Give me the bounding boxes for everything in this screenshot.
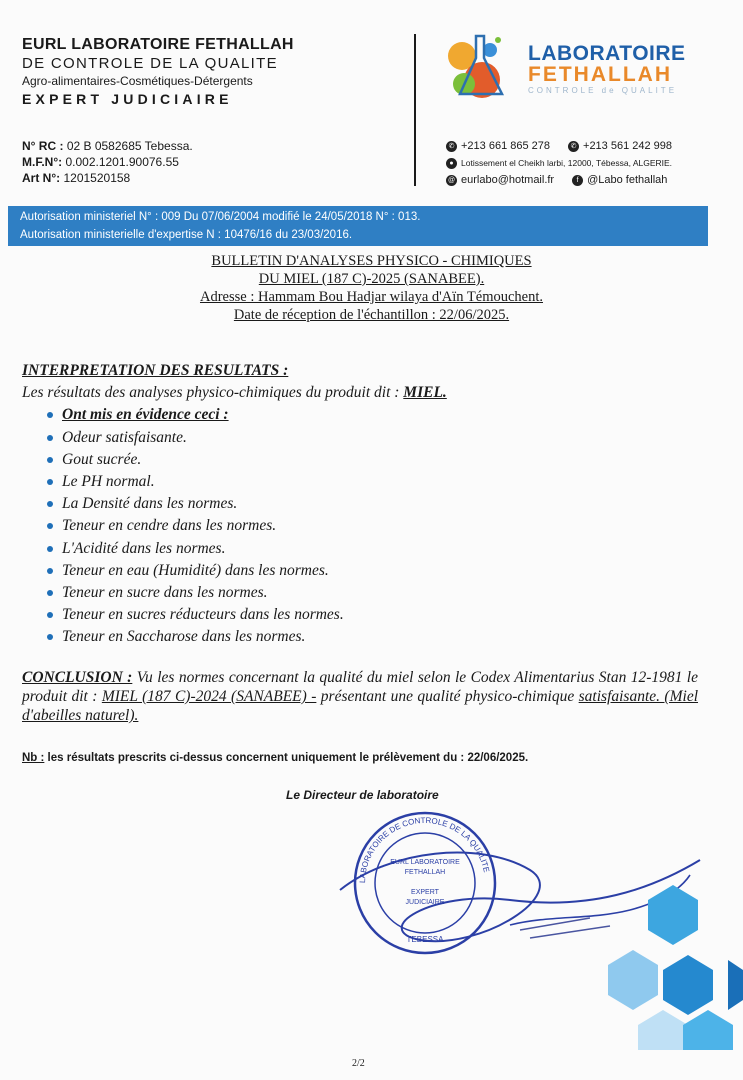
registration-ids bbox=[22, 138, 193, 186]
lab-brand bbox=[528, 42, 686, 95]
art-label: Art N°: bbox=[22, 171, 61, 185]
list-item: Le PH normal. bbox=[62, 471, 702, 493]
art-value: 1201520158 bbox=[63, 171, 131, 185]
interpretation-section bbox=[22, 360, 702, 649]
company-subtitle: DE CONTROLE DE LA QUALITE bbox=[22, 55, 278, 72]
note-label: Nb : bbox=[22, 752, 45, 764]
conclusion-verdict: satisfaisante. (Miel d'abeilles naturel). bbox=[22, 688, 699, 724]
conclusion-text1: Vu les normes concernant la qualité du miel selon le Codex Alimentarius Stan 12-1981 le produit dit : bbox=[22, 669, 698, 705]
note-text: les résultats prescrits ci-dessus concernent uniquement le prélèvement du : 22/06/2025. bbox=[44, 752, 529, 764]
list-item: L'Acidité dans les normes. bbox=[62, 538, 702, 560]
director-title: Le Directeur de laboratoire bbox=[286, 788, 439, 802]
intro-product: MIEL. bbox=[403, 384, 447, 402]
address: Lotissement el Cheikh larbi, 12000, Tébessa, ALGERIE. bbox=[461, 158, 673, 168]
bulletin-product: DU MIEL (187 C)-2025 (SANABEE). bbox=[258, 271, 485, 287]
list-item: Teneur en Saccharose dans les normes. bbox=[62, 626, 702, 648]
mf-value: 0.002.1201.90076.55 bbox=[65, 155, 179, 169]
conclusion-product: MIEL (187 C)-2024 (SANABEE) - bbox=[101, 688, 317, 705]
rc-value: 02 B 0582685 Tebessa. bbox=[66, 139, 193, 153]
contact-block bbox=[446, 138, 672, 189]
list-item: Teneur en cendre dans les normes. bbox=[62, 515, 702, 537]
rc-label: N° RC : bbox=[22, 139, 64, 153]
phone-icon: ✆ bbox=[446, 141, 457, 152]
interpretation-intro bbox=[22, 382, 702, 404]
phone-1: +213 661 865 278 bbox=[461, 140, 551, 152]
list-item: La Densité dans les normes. bbox=[62, 493, 702, 515]
stamp-line3: EXPERT bbox=[411, 889, 439, 896]
bulletin-title-block bbox=[0, 252, 743, 324]
company-activities: Agro-alimentaires-Cosmétiques-Détergents bbox=[22, 74, 253, 88]
email-icon: @ bbox=[447, 177, 456, 184]
stamp-line2: FETHALLAH bbox=[404, 869, 446, 876]
bulletin-address: Adresse : Hammam Bou Hadjar wilaya d'Aïn Témouchent. bbox=[199, 289, 543, 305]
hexagon-decoration-icon bbox=[603, 880, 743, 1050]
facebook: @Labo fethallah bbox=[587, 174, 668, 186]
header-divider bbox=[414, 34, 416, 186]
list-item: Teneur en sucre dans les normes. bbox=[62, 582, 702, 604]
stamp-ring-path: LABORATOIRE DE CONTROLE DE LA QUALITE bbox=[357, 815, 492, 884]
list-item: Teneur en eau (Humidité) dans les normes. bbox=[62, 560, 702, 582]
intro-text: Les résultats des analyses physico-chimiques du produit dit : bbox=[22, 384, 404, 402]
authorization-banner bbox=[8, 206, 708, 246]
conclusion-text2: présentant une qualité physico-chimique bbox=[316, 688, 579, 705]
list-item: Ont mis en évidence ceci : bbox=[62, 404, 702, 426]
note-line bbox=[22, 752, 528, 764]
authorization-line1: Autorisation ministeriel N° : 009 Du 07/06/2004 modifié le 24/05/2018 N° : 013. bbox=[20, 211, 421, 223]
authorization-line2: Autorisation ministerielle d'expertise N : 10476/16 du 23/03/2016. bbox=[20, 229, 353, 241]
conclusion-label: CONCLUSION : bbox=[22, 669, 133, 686]
company-name: EURL LABORATOIRE FETHALLAH bbox=[22, 36, 294, 53]
list-item: Teneur en sucres réducteurs dans les normes. bbox=[62, 604, 702, 626]
whatsapp-icon: ✆ bbox=[568, 141, 579, 152]
bulletin-title: BULLETIN D'ANALYSES PHYSICO - CHIMIQUES bbox=[211, 253, 532, 269]
results-list bbox=[22, 404, 702, 648]
list-item: Odeur satisfaisante. bbox=[62, 427, 702, 449]
lab-flask-logo-icon bbox=[440, 28, 510, 104]
interpretation-heading: INTERPRETATION DES RESULTATS : bbox=[22, 362, 289, 379]
stamp-bottom: TEBESSA bbox=[406, 935, 444, 944]
bulletin-date: Date de réception de l'échantillon : 22/06/2025. bbox=[233, 307, 510, 323]
brand-line3: CONTROLE de QUALITE bbox=[528, 86, 678, 95]
company-header bbox=[22, 36, 402, 107]
stamp-line1: EURL LABORATOIRE bbox=[390, 859, 460, 866]
page-number: 2/2 bbox=[352, 1058, 365, 1069]
brand-line1: LABORATOIRE bbox=[528, 42, 686, 65]
location-icon: ● bbox=[446, 158, 457, 169]
company-expert: EXPERT JUDICIAIRE bbox=[22, 91, 233, 107]
conclusion-paragraph bbox=[22, 668, 698, 725]
phone-2: +213 561 242 998 bbox=[583, 140, 673, 152]
list-item: Gout sucrée. bbox=[62, 449, 702, 471]
facebook-icon: f bbox=[572, 175, 583, 186]
stamp-line4: JUDICIAIRE bbox=[405, 899, 445, 906]
brand-line2: FETHALLAH bbox=[528, 63, 672, 86]
mf-label: M.F.N°: bbox=[22, 155, 63, 169]
email: eurlabo@hotmail.fr bbox=[461, 174, 555, 186]
